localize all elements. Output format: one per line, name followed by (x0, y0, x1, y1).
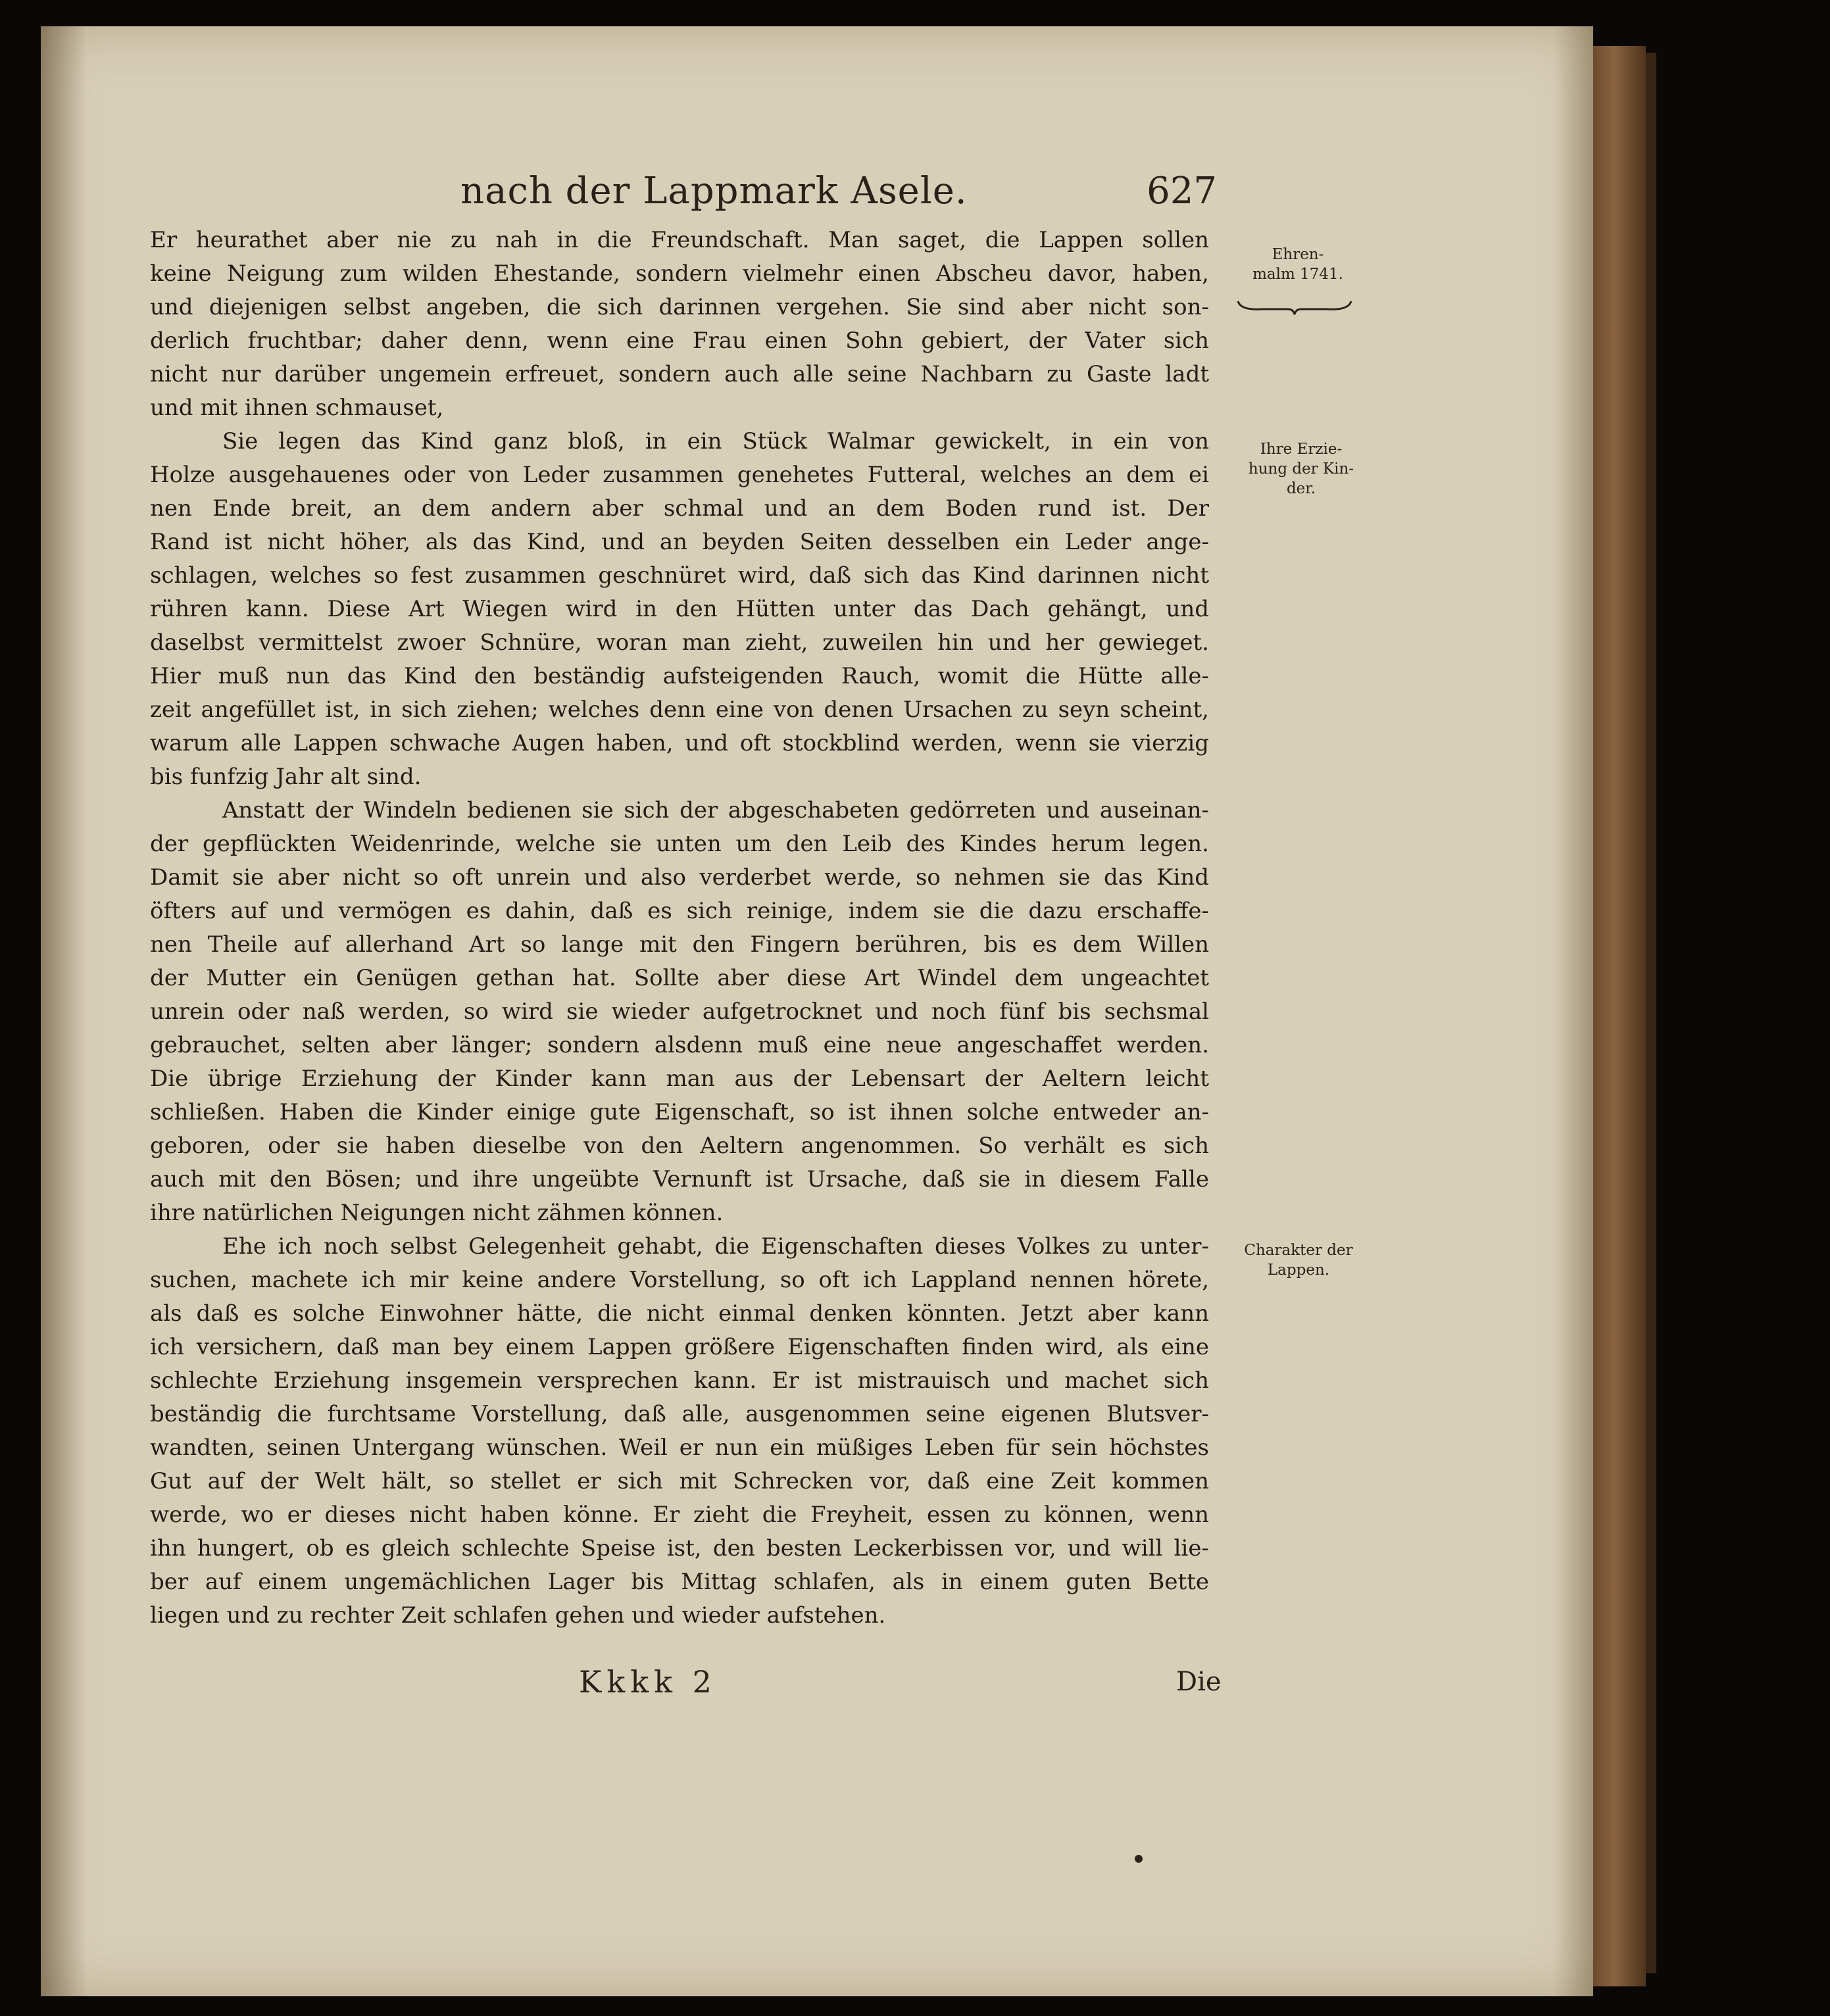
text-line: auch mit den Bösen; und ihre ungeübte Vernunft ist Ursache, daß sie in diesem Falle (150, 1166, 1209, 1192)
text-line: Damit sie aber nicht so oft unrein und also verderbet werde, so nehmen sie das Kind (150, 864, 1209, 891)
margin-note-line: Lappen. (1267, 1262, 1330, 1279)
text-line: Die übrige Erziehung der Kinder kann man aus der Lebensart der Aeltern leicht (150, 1066, 1209, 1092)
text-line: ihre natürlichen Neigungen nicht zähmen können. (150, 1200, 724, 1226)
text-line: liegen und zu rechter Zeit schlafen gehen und wieder aufstehen. (150, 1602, 886, 1629)
text-line: Ehe ich noch selbst Gelegenheit gehabt, die Eigenschaften dieses Volkes zu unter- (222, 1233, 1209, 1260)
text-line: der Mutter ein Genügen gethan hat. Sollte aber diese Art Windel dem ungeachtet (150, 965, 1209, 991)
text-line: keine Neigung zum wilden Ehestande, sondern vielmehr einen Abscheu davor, haben, (150, 260, 1209, 287)
text-line: ber auf einem ungemächlichen Lager bis Mittag schlafen, als in einem guten Bette (150, 1569, 1209, 1595)
text-line: öfters auf und vermögen es dahin, daß es sich reinige, indem sie die dazu erschaffe- (150, 898, 1209, 924)
text-line: unrein oder naß werden, so wird sie wieder aufgetrocknet und noch fünf bis sechsmal (150, 998, 1209, 1025)
text-line: Anstatt der Windeln bedienen sie sich der abgeschabeten gedörreten und auseinan- (222, 797, 1209, 824)
margin-note-line: malm 1741. (1252, 266, 1343, 283)
text-line: Rand ist nicht höher, als das Kind, und an beyden Seiten desselben ein Leder ange- (150, 529, 1209, 555)
book-cover-edge (1593, 46, 1646, 1986)
text-line: derlich fruchtbar; daher denn, wenn eine Frau einen Sohn gebiert, der Vater sich (150, 328, 1209, 354)
brace-ornament (1235, 297, 1354, 317)
page-number: 627 (1147, 170, 1217, 212)
paragraph (150, 224, 1209, 425)
text-line: schließen. Haben die Kinder einige gute Eigenschaft, so ist ihnen solche entweder an- (150, 1099, 1209, 1125)
body-text (150, 224, 1209, 1633)
text-line: als daß es solche Einwohner hätte, die nicht einmal denken könnten. Jetzt aber kann (150, 1300, 1209, 1327)
paragraph (150, 425, 1209, 794)
margin-note-line: der. (1286, 480, 1316, 497)
printer-signature: Kkkk 2 (579, 1664, 717, 1700)
text-line: beständig die furchtsame Vorstellung, daß alle, ausgenommen seine eigenen Blutsver- (150, 1401, 1209, 1427)
catchword: Die (1176, 1667, 1222, 1697)
text-line: bis funfzig Jahr alt sind. (150, 764, 422, 790)
margin-note-charakter (1224, 1241, 1373, 1280)
margin-note-line: Charakter der (1244, 1242, 1353, 1259)
text-line: zeit angefüllet ist, in sich ziehen; welches denn eine von denen Ursachen zu seyn scheint, (150, 697, 1209, 723)
text-line: rühren kann. Diese Art Wiegen wird in den Hütten unter das Dach gehängt, und (150, 596, 1209, 622)
text-line: und mit ihnen schmauset, (150, 395, 444, 421)
page-header (460, 170, 1217, 216)
text-line: suchen, machete ich mir keine andere Vorstellung, so oft ich Lappland nennen hörete, (150, 1267, 1209, 1293)
text-line: gebrauchet, selten aber länger; sondern alsdenn muß eine neue angeschaffet werden. (150, 1032, 1209, 1058)
running-title: nach der Lappmark Asele. (460, 170, 968, 212)
margin-note-line: Ihre Erzie- (1260, 441, 1343, 458)
text-line: wandten, seinen Untergang wünschen. Weil er nun ein müßiges Leben für sein höchstes (150, 1435, 1209, 1461)
ink-speck (1135, 1855, 1143, 1863)
margin-note-line: Ehren- (1272, 246, 1324, 263)
text-line: nicht nur darüber ungemein erfreuet, sondern auch alle seine Nachbarn zu Gaste ladt (150, 361, 1209, 387)
text-line: werde, wo er dieses nicht haben könne. Er zieht die Freyheit, essen zu können, wenn (150, 1502, 1209, 1528)
text-line: und diejenigen selbst angeben, die sich darinnen vergehen. Sie sind aber nicht son- (150, 294, 1209, 320)
text-line: Hier muß nun das Kind den beständig aufsteigenden Rauch, womit die Hütte alle- (150, 663, 1209, 689)
text-line: daselbst vermittelst zwoer Schnüre, woran man zieht, zuweilen hin und her gewieget. (150, 629, 1209, 656)
margin-note-erziehung (1229, 439, 1373, 499)
text-line: Sie legen das Kind ganz bloß, in ein Stück Walmar gewickelt, in ein von (222, 428, 1209, 455)
text-line: Gut auf der Welt hält, so stellet er sich mit Schrecken vor, daß eine Zeit kommen (150, 1468, 1209, 1494)
text-line: ihn hungert, ob es gleich schlechte Speise ist, den besten Leckerbissen vor, und will lie- (150, 1535, 1209, 1561)
paragraph (150, 1230, 1209, 1633)
text-line: schlechte Erziehung insgemein versprechen kann. Er ist mistrauisch und machet sich (150, 1367, 1209, 1394)
margin-note-line: hung der Kin- (1248, 460, 1354, 478)
text-line: Holze ausgehauenes oder von Leder zusammen genehetes Futteral, welches an dem ei (150, 462, 1209, 488)
text-line: Er heurathet aber nie zu nah in die Freundschaft. Man saget, die Lappen sollen (150, 227, 1209, 253)
text-line: der gepflückten Weidenrinde, welche sie unten um den Leib des Kindes herum legen. (150, 831, 1209, 857)
margin-note-ehrenmalm (1222, 245, 1373, 284)
text-line: nen Theile auf allerhand Art so lange mit den Fingern berühren, bis es dem Willen (150, 931, 1209, 958)
paragraph (150, 794, 1209, 1230)
page-gutter-shadow (41, 26, 87, 1996)
text-line: schlagen, welches so fest zusammen geschnüret wird, daß sich das Kind darinnen nicht (150, 562, 1209, 589)
text-line: geboren, oder sie haben dieselbe von den Aeltern angenommen. So verhält es sich (150, 1133, 1209, 1159)
book-cover-shadow (1646, 53, 1656, 1973)
page-fore-edge (1554, 26, 1593, 1996)
text-line: warum alle Lappen schwache Augen haben, und oft stockblind werden, wenn sie vierzig (150, 730, 1209, 756)
text-line: nen Ende breit, an dem andern aber schmal und an dem Boden rund ist. Der (150, 495, 1209, 522)
text-line: ich versichern, daß man bey einem Lappen größere Eigenschaften finden wird, als eine (150, 1334, 1209, 1360)
